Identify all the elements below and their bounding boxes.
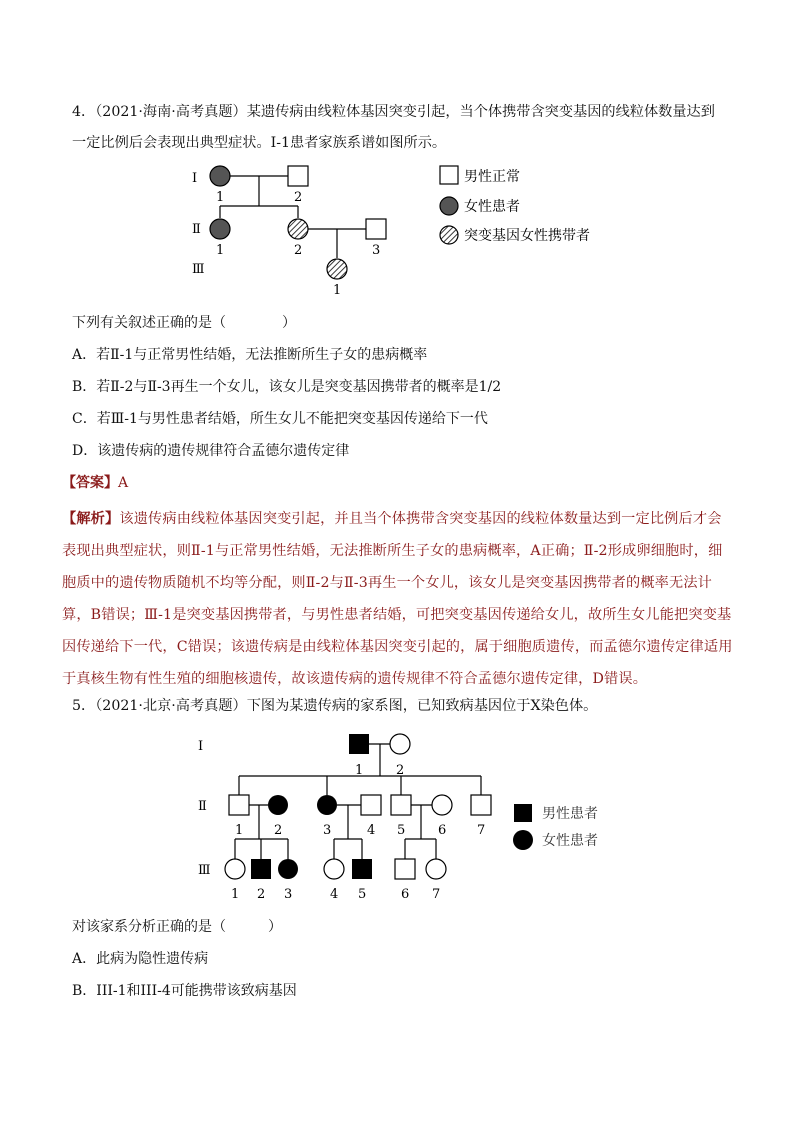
q5-num-ii7: 7 [477,823,486,838]
q5-legend-affected-female-label: 女性患者 [542,833,598,849]
q5-ii1-normal-male [229,795,249,815]
gen-label-3: Ⅲ [192,262,205,277]
q5-num-iii6: 6 [401,887,410,902]
pedigree-ii1-affected-female [210,219,230,239]
pedigree-iii1-carrier-female [327,259,347,279]
q5-iii6-normal-male [395,859,415,879]
q5-ii5-normal-male [391,795,411,815]
legend-normal-male-label: 男性正常 [464,169,520,185]
q5-ii2-affected-female [268,795,288,815]
q5-num-ii4: 4 [367,823,376,838]
q5-option-b: B．III-1和III-4可能携带该致病基因 [72,983,297,999]
q4-option-a: A．若Ⅱ-1与正常男性结婚，无法推断所生子女的患病概率 [72,347,428,363]
q4-option-c: C．若Ⅲ-1与男性患者结婚，所生女儿不能把突变基因传递给下一代 [72,411,488,427]
q4-analysis [62,503,734,695]
label-ii3: 3 [372,243,381,258]
q5-num-ii5: 5 [397,823,406,838]
q5-ii3-affected-female [317,795,337,815]
answer-value: A [118,475,129,491]
q5-num-iii2: 2 [257,887,266,902]
q5-num-ii2: 2 [274,823,283,838]
q5-option-a: A．此病为隐性遗传病 [72,951,209,967]
legend-affected-female-label: 女性患者 [464,199,520,215]
label-ii2: 2 [294,243,303,258]
q5-num-ii1: 1 [235,823,244,838]
q5-stem-line1: 5．（2021·北京·高考真题）下图为某遗传病的家系图，已知致病基因位于X染色体。 [72,698,598,714]
q4-stem-line2: 一定比例后会表现出典型症状。Ⅰ-1患者家族系谱如图所示。 [72,135,447,151]
q5-legend-affected-male-label: 男性患者 [542,806,598,822]
pedigree-i2-normal-male [288,166,308,186]
q5-legend-affected-male-icon [514,804,532,822]
q5-num-i2: 2 [396,763,405,778]
q4-answer [62,473,128,493]
label-ii1: 1 [216,243,225,258]
q4-question: 下列有关叙述正确的是（ ） [72,315,296,331]
q5-ii4-normal-male [361,795,381,815]
q5-iii5-affected-male [352,859,372,879]
legend-carrier-female-label: 突变基因女性携带者 [464,228,590,244]
legend-normal-male-icon [440,166,458,184]
q5-ii6-normal-female [432,795,452,815]
q4-option-d: D．该遗传病的遗传规律符合孟德尔遗传定律 [72,443,350,459]
q5-legend-affected-female-icon [513,830,533,850]
q4-option-b: B．若Ⅱ-2与Ⅱ-3再生一个女儿，该女儿是突变基因携带者的概率是1/2 [72,379,502,395]
q4-stem-line1: 4．（2021·海南·高考真题）某遗传病由线粒体基因突变引起，当个体携带含突变基因的线粒体数量达到 [72,104,715,120]
q4-pedigree-figure [180,160,640,300]
q5-gen-label-1: Ⅰ [198,739,204,754]
label-i2: 2 [294,190,303,205]
legend-affected-female-icon [440,197,458,215]
label-i1: 1 [216,190,225,205]
q5-num-iii3: 3 [284,887,293,902]
analysis-tag: 【解析】 [62,511,120,527]
q5-pedigree-figure [180,726,640,906]
q5-i1-affected-male [349,734,369,754]
analysis-text: 该遗传病由线粒体基因突变引起，并且当个体携带含突变基因的线粒体数量达到一定比例后才会表现出典型症状，则Ⅱ-1与正常男性结婚，无法推断所生子女的患病概率，A正确；Ⅱ-2形成卵细胞时，细胞质中的遗传物质随机不均等分配，则Ⅱ-2与Ⅱ-3再生一个女儿，该女儿是突变基因携带者的概率无法计算，B错误；Ⅲ-1是突变基因携带者，与男性患者结婚，可把突变基因传递给女儿，故所生女儿能把突变基因传递给下一代，C错误；该遗传病是由线粒体基因突变引起的，属于细胞质遗传，而孟德尔遗传定律适用于真核生物有性生殖的细胞核遗传，故该遗传病的遗传规律不符合孟德尔遗传定律，D错误。 [62,511,733,687]
q5-num-ii6: 6 [438,823,447,838]
gen-label-2: Ⅱ [192,222,201,237]
pedigree-ii3-normal-male [366,219,386,239]
q5-gen-label-2: Ⅱ [198,799,207,814]
q5-num-iii4: 4 [330,887,339,902]
q5-iii1-normal-female [225,859,245,879]
q5-num-ii3: 3 [323,823,332,838]
q5-num-i1: 1 [355,763,364,778]
q5-gen-label-3: Ⅲ [198,863,211,878]
label-iii1: 1 [333,283,342,298]
q5-iii7-normal-female [426,859,446,879]
pedigree-ii2-carrier-female [288,219,308,239]
gen-label-1: Ⅰ [192,171,198,186]
q5-num-iii7: 7 [432,887,441,902]
answer-tag: 【答案】 [62,475,118,491]
q5-iii3-affected-female [278,859,298,879]
q5-question: 对该家系分析正确的是（ ） [72,919,282,935]
q5-ii7-normal-male [471,795,491,815]
pedigree-i1-affected-female [210,166,230,186]
q5-i2-normal-female [390,734,410,754]
q5-iii4-normal-female [324,859,344,879]
q5-num-iii5: 5 [358,887,367,902]
q5-iii2-affected-male [251,859,271,879]
legend-carrier-female-icon [440,226,458,244]
q5-num-iii1: 1 [231,887,240,902]
